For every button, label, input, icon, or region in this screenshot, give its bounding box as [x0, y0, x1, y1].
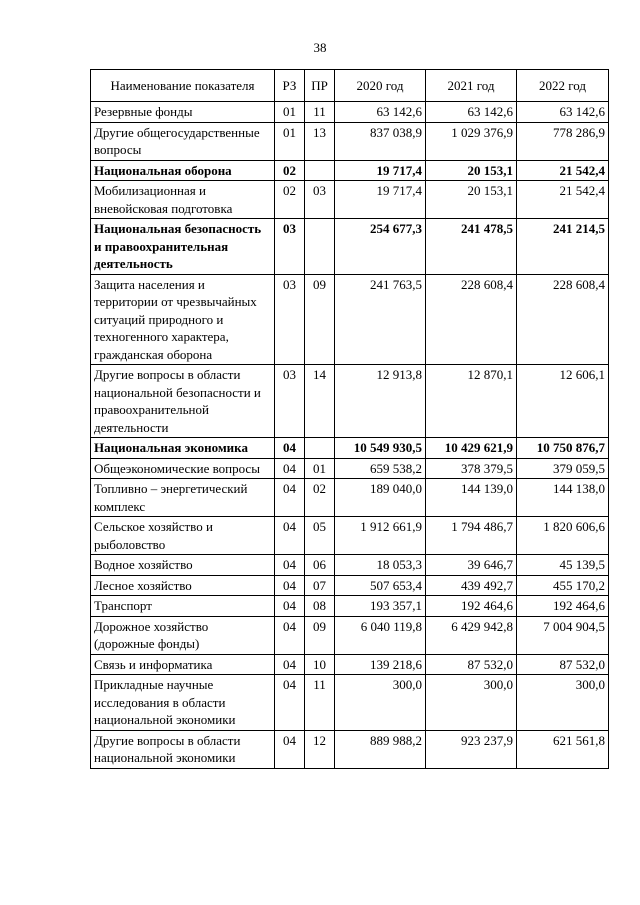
cell-2020: 12 913,8: [335, 365, 426, 438]
cell-2021: 241 478,5: [426, 219, 517, 275]
cell-pr: 06: [305, 555, 335, 576]
cell-2020: 1 912 661,9: [335, 517, 426, 555]
cell-2021: 63 142,6: [426, 102, 517, 123]
table-body: [91, 102, 609, 769]
cell-pr: 11: [305, 675, 335, 731]
table-row: [91, 479, 609, 517]
cell-2020: 889 988,2: [335, 730, 426, 768]
table-row: [91, 616, 609, 654]
table-row: [91, 181, 609, 219]
cell-pr: 02: [305, 479, 335, 517]
cell-2021: 1 794 486,7: [426, 517, 517, 555]
table-row: [91, 160, 609, 181]
table-header-row: [91, 70, 609, 102]
cell-pr: 09: [305, 274, 335, 365]
header-pr: ПР: [305, 70, 335, 102]
cell-2022: 778 286,9: [517, 122, 609, 160]
cell-2020: 18 053,3: [335, 555, 426, 576]
cell-2020: 19 717,4: [335, 181, 426, 219]
cell-rz: 04: [275, 517, 305, 555]
cell-2022: 621 561,8: [517, 730, 609, 768]
table-row: [91, 654, 609, 675]
cell-pr: 03: [305, 181, 335, 219]
cell-pr: [305, 219, 335, 275]
cell-rz: 04: [275, 575, 305, 596]
cell-2021: 6 429 942,8: [426, 616, 517, 654]
cell-rz: 04: [275, 458, 305, 479]
table-row: [91, 555, 609, 576]
table-row: [91, 219, 609, 275]
cell-name: Топливно – энергетический комплекс: [91, 479, 275, 517]
cell-2022: 63 142,6: [517, 102, 609, 123]
table-row: [91, 122, 609, 160]
cell-rz: 03: [275, 274, 305, 365]
cell-2021: 39 646,7: [426, 555, 517, 576]
header-2022: 2022 год: [517, 70, 609, 102]
cell-2020: 19 717,4: [335, 160, 426, 181]
cell-2021: 228 608,4: [426, 274, 517, 365]
cell-2022: 144 138,0: [517, 479, 609, 517]
cell-rz: 04: [275, 675, 305, 731]
cell-2021: 87 532,0: [426, 654, 517, 675]
cell-2021: 300,0: [426, 675, 517, 731]
cell-2022: 21 542,4: [517, 181, 609, 219]
page-number: 38: [313, 40, 327, 55]
cell-name: Сельское хозяйство и рыболовство: [91, 517, 275, 555]
cell-rz: 04: [275, 438, 305, 459]
cell-2022: 21 542,4: [517, 160, 609, 181]
cell-name: Мобилизационная и вневойсковая подготовка: [91, 181, 275, 219]
cell-2021: 192 464,6: [426, 596, 517, 617]
cell-2022: 7 004 904,5: [517, 616, 609, 654]
cell-name: Лесное хозяйство: [91, 575, 275, 596]
cell-pr: 14: [305, 365, 335, 438]
cell-pr: 01: [305, 458, 335, 479]
cell-2020: 6 040 119,8: [335, 616, 426, 654]
cell-2022: 455 170,2: [517, 575, 609, 596]
cell-2020: 837 038,9: [335, 122, 426, 160]
cell-pr: 09: [305, 616, 335, 654]
cell-pr: 11: [305, 102, 335, 123]
cell-2022: 241 214,5: [517, 219, 609, 275]
cell-name: Национальная оборона: [91, 160, 275, 181]
cell-2021: 144 139,0: [426, 479, 517, 517]
cell-2020: 10 549 930,5: [335, 438, 426, 459]
cell-2022: 1 820 606,6: [517, 517, 609, 555]
cell-2020: 139 218,6: [335, 654, 426, 675]
header-rz: РЗ: [275, 70, 305, 102]
cell-pr: 12: [305, 730, 335, 768]
cell-2021: 12 870,1: [426, 365, 517, 438]
cell-2020: 300,0: [335, 675, 426, 731]
cell-2022: 12 606,1: [517, 365, 609, 438]
cell-name: Другие вопросы в области национальной безопасности и правоохранительной деятельности: [91, 365, 275, 438]
cell-2020: 189 040,0: [335, 479, 426, 517]
cell-name: Национальная безопасность и правоохранительная деятельность: [91, 219, 275, 275]
cell-2021: 923 237,9: [426, 730, 517, 768]
header-name: Наименование показателя: [91, 70, 275, 102]
cell-name: Защита населения и территории от чрезвычайных ситуаций природного и техногенного характера, гражданская оборона: [91, 274, 275, 365]
header-2020: 2020 год: [335, 70, 426, 102]
cell-2021: 20 153,1: [426, 160, 517, 181]
cell-rz: 04: [275, 596, 305, 617]
cell-rz: 02: [275, 181, 305, 219]
cell-pr: 08: [305, 596, 335, 617]
table-row: [91, 575, 609, 596]
cell-pr: 10: [305, 654, 335, 675]
cell-2020: 193 357,1: [335, 596, 426, 617]
cell-2020: 507 653,4: [335, 575, 426, 596]
table-row: [91, 596, 609, 617]
table-row: [91, 274, 609, 365]
table-row: [91, 730, 609, 768]
cell-rz: 03: [275, 219, 305, 275]
table-row: [91, 675, 609, 731]
table-row: [91, 458, 609, 479]
cell-rz: 04: [275, 555, 305, 576]
cell-2022: 10 750 876,7: [517, 438, 609, 459]
cell-2022: 228 608,4: [517, 274, 609, 365]
cell-2022: 192 464,6: [517, 596, 609, 617]
cell-name: Связь и информатика: [91, 654, 275, 675]
cell-2022: 300,0: [517, 675, 609, 731]
cell-name: Общеэкономические вопросы: [91, 458, 275, 479]
cell-2020: 254 677,3: [335, 219, 426, 275]
cell-2021: 378 379,5: [426, 458, 517, 479]
cell-2022: 379 059,5: [517, 458, 609, 479]
cell-name: Другие вопросы в области национальной экономики: [91, 730, 275, 768]
cell-2020: 659 538,2: [335, 458, 426, 479]
cell-2021: 10 429 621,9: [426, 438, 517, 459]
cell-name: Водное хозяйство: [91, 555, 275, 576]
cell-2021: 1 029 376,9: [426, 122, 517, 160]
cell-rz: 04: [275, 730, 305, 768]
cell-rz: 01: [275, 122, 305, 160]
cell-name: Национальная экономика: [91, 438, 275, 459]
budget-table: [90, 69, 609, 769]
cell-name: Транспорт: [91, 596, 275, 617]
cell-pr: [305, 160, 335, 181]
cell-rz: 02: [275, 160, 305, 181]
cell-name: Дорожное хозяйство (дорожные фонды): [91, 616, 275, 654]
cell-pr: 07: [305, 575, 335, 596]
cell-2022: 45 139,5: [517, 555, 609, 576]
cell-pr: 05: [305, 517, 335, 555]
cell-rz: 04: [275, 479, 305, 517]
cell-pr: 13: [305, 122, 335, 160]
cell-2020: 241 763,5: [335, 274, 426, 365]
table-row: [91, 517, 609, 555]
header-2021: 2021 год: [426, 70, 517, 102]
cell-rz: 04: [275, 654, 305, 675]
cell-rz: 03: [275, 365, 305, 438]
cell-2020: 63 142,6: [335, 102, 426, 123]
cell-name: Резервные фонды: [91, 102, 275, 123]
cell-2022: 87 532,0: [517, 654, 609, 675]
table-row: [91, 102, 609, 123]
table-row: [91, 438, 609, 459]
cell-pr: [305, 438, 335, 459]
cell-rz: 01: [275, 102, 305, 123]
cell-2021: 439 492,7: [426, 575, 517, 596]
cell-name: Другие общегосударственные вопросы: [91, 122, 275, 160]
cell-name: Прикладные научные исследования в области национальной экономики: [91, 675, 275, 731]
cell-rz: 04: [275, 616, 305, 654]
table-row: [91, 365, 609, 438]
cell-2021: 20 153,1: [426, 181, 517, 219]
